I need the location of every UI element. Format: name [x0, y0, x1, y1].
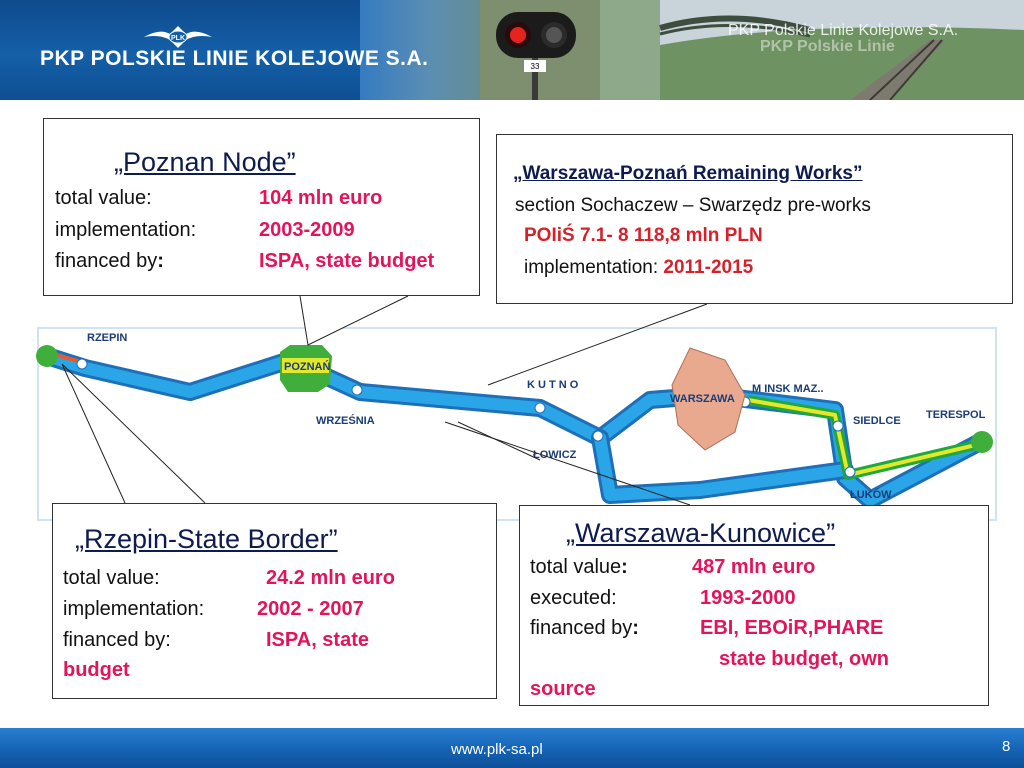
callout-title: „Rzepin-State Border” — [75, 524, 338, 554]
callout-poznan-node — [43, 118, 480, 296]
label-lowicz: ŁOWICZ — [533, 449, 577, 461]
section-label: section Sochaczew – Swarzędz pre-works — [515, 195, 871, 216]
header-watermark-ghost: PKP Polskie Linie — [760, 38, 895, 55]
financed-label: financed by: — [63, 629, 171, 651]
financed-value-cont-2: source — [530, 678, 596, 700]
financed-label-text: financed by — [55, 250, 158, 272]
implementation-label: implementation: — [63, 598, 205, 620]
label-warszawa: WARSZAWA — [670, 393, 735, 405]
node-terespol — [971, 431, 993, 453]
callout-warszawa-kunowice — [519, 505, 989, 706]
callout-title: „Warszawa-Kunowice” — [566, 518, 836, 548]
financed-value: ISPA, state budget — [259, 250, 435, 272]
implementation-label: implementation: — [55, 219, 197, 241]
callout-title: „Poznan Node” — [114, 147, 296, 177]
callout-warszawa-poznan — [496, 134, 1013, 304]
signal-plate-number: 33 — [530, 62, 540, 71]
implementation-row — [524, 257, 753, 279]
station-dot — [833, 421, 843, 431]
station-dot — [845, 467, 855, 477]
executed-label: executed: — [530, 587, 617, 609]
financed-value: ISPA, state — [266, 629, 369, 651]
section-text — [515, 195, 871, 217]
financed-label — [530, 617, 639, 640]
total-colon: : — [621, 556, 628, 578]
poiis-text: POIiŚ 7.1- 8 118,8 mln PLN — [524, 225, 763, 246]
financed-value-cont: budget — [63, 659, 130, 681]
station-dot — [352, 385, 362, 395]
footer-website-link[interactable]: www.plk-sa.pl — [451, 741, 543, 758]
station-dot — [593, 431, 603, 441]
implementation-label: implementation: — [524, 257, 664, 278]
financed-colon: : — [632, 617, 639, 639]
label-kutno: K U T N O — [527, 379, 579, 391]
station-dot — [77, 359, 87, 369]
node-border-west — [36, 345, 58, 367]
total-label — [530, 556, 628, 579]
financed-label — [55, 250, 164, 273]
total-value: 24.2 mln euro — [266, 567, 395, 589]
page-number: 8 — [1002, 738, 1011, 755]
label-rzepin: RZEPIN — [87, 332, 128, 344]
total-value: 104 mln euro — [259, 187, 383, 209]
callout-title: „Warszawa-Poznań Remaining Works” — [513, 163, 863, 184]
label-siedlce: SIEDLCE — [853, 415, 901, 427]
footer-bar — [0, 728, 1024, 768]
executed-value: 1993-2000 — [700, 587, 796, 609]
label-wrzesnia: WRZEŚNIA — [316, 415, 375, 427]
company-name: PKP POLSKIE LINIE KOLEJOWE S.A. — [40, 47, 429, 70]
label-lukow: ŁUKÓW — [850, 489, 892, 501]
callout-rzepin-state-border — [52, 503, 497, 699]
implementation-value: 2003-2009 — [259, 219, 355, 241]
implementation-value: 2002 - 2007 — [257, 598, 364, 620]
total-value: 487 mln euro — [692, 556, 816, 578]
label-terespol: TERESPOL — [926, 409, 986, 421]
logo-text: PLK — [171, 35, 185, 42]
financed-colon: : — [157, 250, 164, 272]
implementation-value: 2011-2015 — [663, 257, 754, 278]
total-label: total value: — [55, 187, 152, 209]
total-label: total value: — [63, 567, 160, 589]
label-poznan: POZNAŃ — [284, 361, 331, 373]
header-watermark: PKP Polskie Linie Kolejowe S.A. — [728, 22, 959, 39]
financed-value: EBI, EBOiR,PHARE — [700, 617, 884, 639]
station-dot — [535, 403, 545, 413]
financed-label-text: financed by — [530, 617, 633, 639]
total-label-text: total value — [530, 556, 622, 578]
label-minsk: M INSK MAZ.. — [752, 383, 824, 395]
financed-value-cont: state budget, own — [719, 648, 889, 670]
